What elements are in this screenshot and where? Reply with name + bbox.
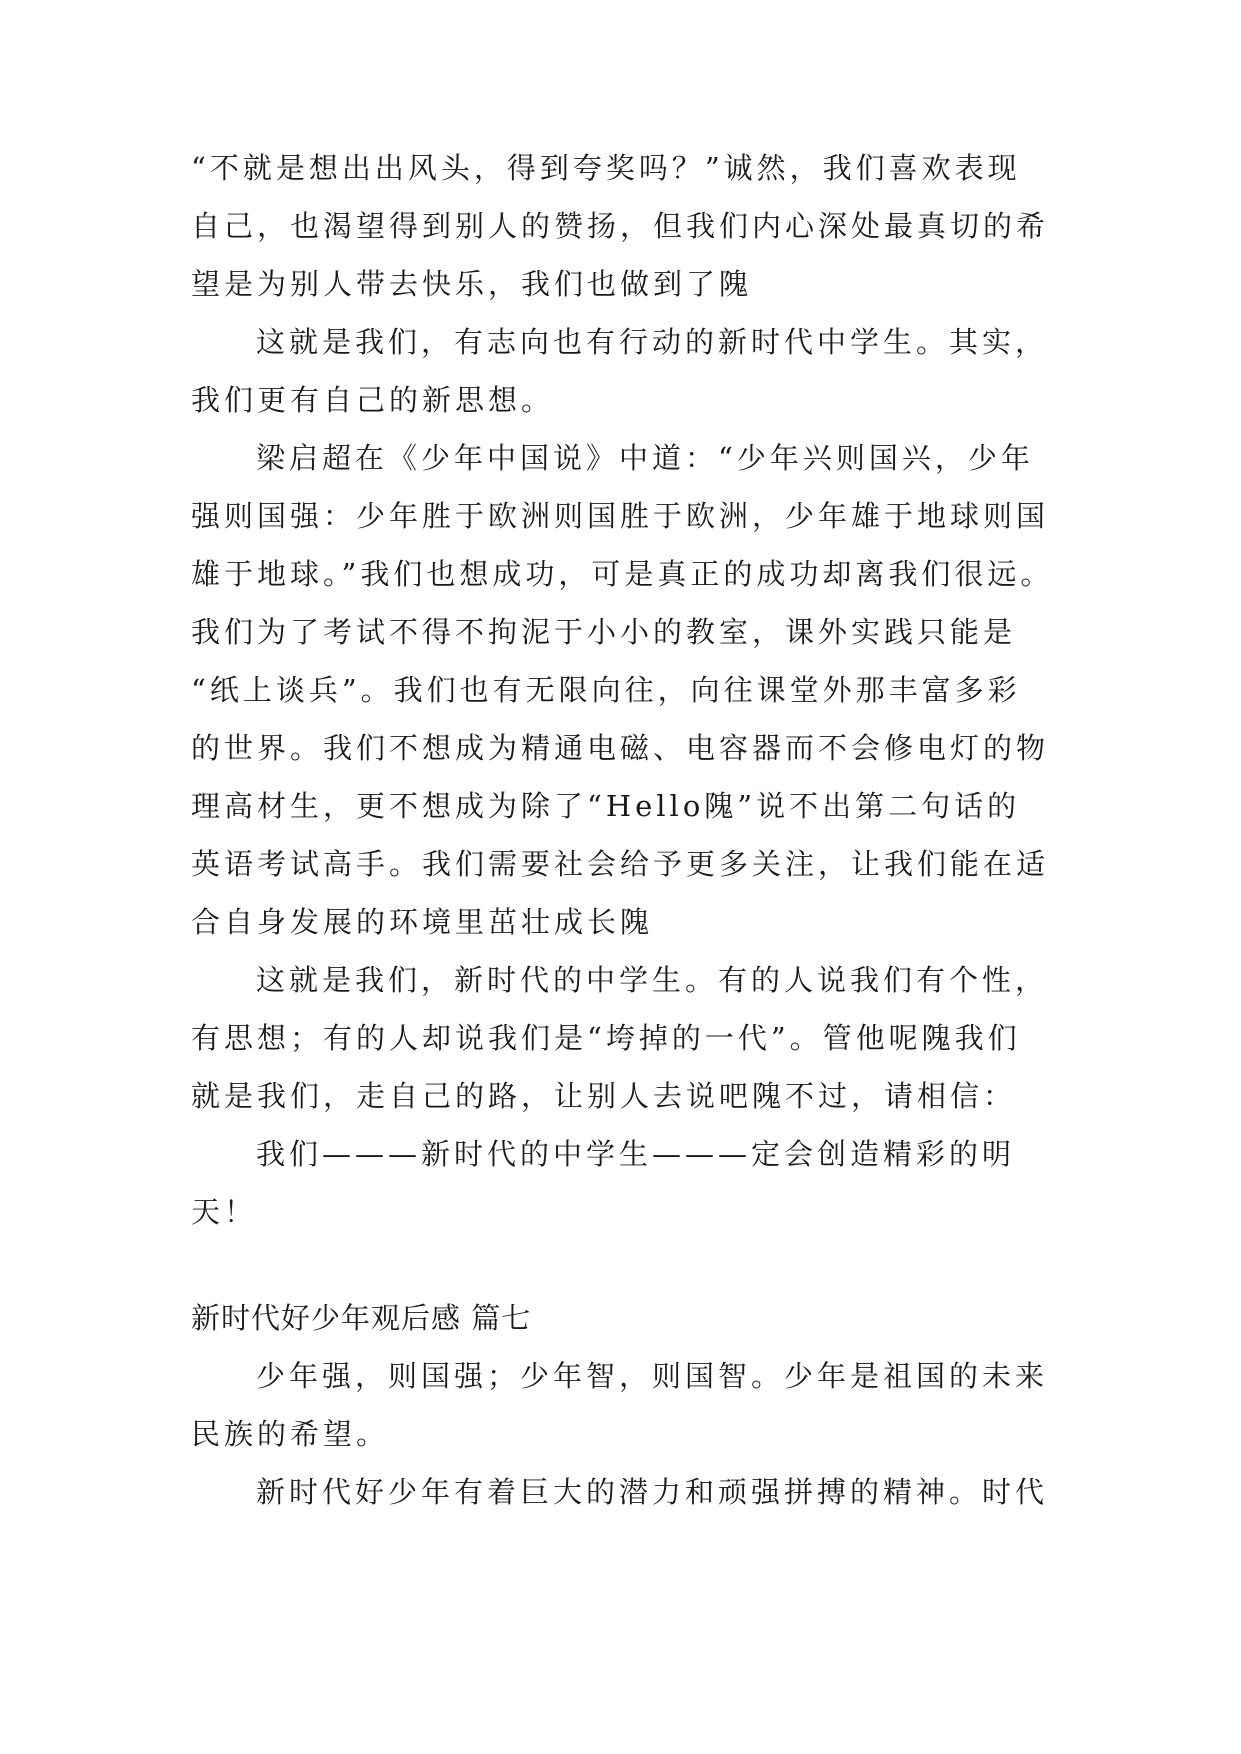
text-line: “不就是想出出风头，得到夸奖吗？”诚然，我们喜欢表现 bbox=[191, 151, 1021, 185]
text-line: 民族的希望。 bbox=[191, 1417, 390, 1451]
text-line: 合自身发展的环境里茁壮成长隗 bbox=[191, 905, 654, 939]
text-line: 理高材生，更不想成为除了“Hello隗”说不出第二句话的 bbox=[191, 789, 1021, 823]
text-line: 新时代好少年有着巨大的潜力和顽强拼搏的精神。时代 bbox=[256, 1475, 1049, 1509]
text-line: 梁启超在《少年中国说》中道：“少年兴则国兴，少年 bbox=[256, 441, 1034, 475]
text-line: 这就是我们，新时代的中学生。有的人说我们有个性， bbox=[256, 963, 1049, 997]
text-line: 就是我们，走自己的路，让别人去说吧隗不过，请相信： bbox=[191, 1079, 1017, 1113]
text-line: 英语考试高手。我们需要社会给予更多关注，让我们能在适 bbox=[191, 847, 1050, 881]
text-line: 这就是我们，有志向也有行动的新时代中学生。其实， bbox=[256, 325, 1049, 359]
text-line: 我们———新时代的中学生———定会创造精彩的明 bbox=[256, 1137, 1016, 1171]
text-line: 少年强，则国强；少年智，则国智。少年是祖国的未来 bbox=[256, 1359, 1049, 1393]
text-line: 强则国强：少年胜于欧洲则国胜于欧洲，少年雄于地球则国 bbox=[191, 499, 1050, 533]
text-line: 天！ bbox=[191, 1195, 258, 1229]
text-line: 雄于地球。”我们也想成功，可是真正的成功却离我们很远。 bbox=[191, 557, 1054, 591]
text-line: 自己，也渴望得到别人的赞扬，但我们内心深处最真切的希 bbox=[191, 209, 1050, 243]
section-heading: 新时代好少年观后感 篇七 bbox=[191, 1301, 532, 1335]
text-line: “纸上谈兵”。我们也有无限向往，向往课堂外那丰富多彩 bbox=[191, 673, 1021, 707]
text-line: 有思想；有的人却说我们是“垮掉的一代”。管他呢隗我们 bbox=[191, 1021, 1021, 1055]
text-line: 我们更有自己的新思想。 bbox=[191, 383, 555, 417]
text-line: 望是为别人带去快乐，我们也做到了隗 bbox=[191, 267, 753, 301]
text-line: 的世界。我们不想成为精通电磁、电容器而不会修电灯的物 bbox=[191, 731, 1050, 765]
text-line: 我们为了考试不得不拘泥于小小的教室，课外实践只能是 bbox=[191, 615, 1017, 649]
